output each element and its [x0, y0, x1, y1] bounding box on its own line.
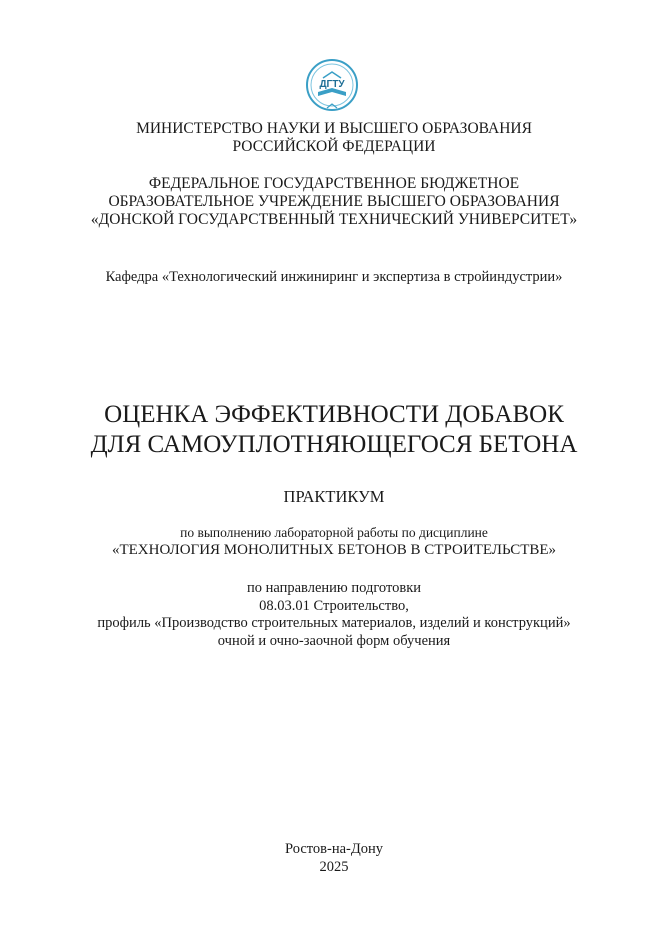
publication-info: [0, 841, 668, 876]
city: Ростов-на-Дону: [285, 841, 383, 857]
ministry-line-1: МИНИСТЕРСТВО НАУКИ И ВЫСШЕГО ОБРАЗОВАНИЯ: [136, 120, 532, 137]
direction-line-4: очной и очно-заочной форм обучения: [217, 632, 451, 649]
direction-line-2: 08.03.01 Строительство,: [259, 597, 409, 614]
discipline-name: «ТЕХНОЛОГИЯ МОНОЛИТНЫХ БЕТОНОВ В СТРОИТЕЛЬСТВЕ»: [111, 542, 557, 558]
document-purpose: [0, 525, 668, 559]
document-type-label: ПРАКТИКУМ: [283, 487, 385, 506]
direction-line-3: профиль «Производство строительных материалов, изделий и конструкций»: [97, 615, 571, 631]
title-line-2: ДЛЯ САМОУПЛОТНЯЮЩЕГОСЯ БЕТОНА: [90, 431, 578, 458]
university-line-2: ОБРАЗОВАТЕЛЬНОЕ УЧРЕЖДЕНИЕ ВЫСШЕГО ОБРАЗОВАНИЯ: [108, 193, 560, 210]
year: 2025: [319, 858, 349, 875]
university-line-3: «ДОНСКОЙ ГОСУДАРСТВЕННЫЙ ТЕХНИЧЕСКИЙ УНИВЕРСИТЕТ»: [90, 211, 578, 228]
emblem-text: ДГТУ: [319, 79, 345, 90]
department-name: [0, 268, 668, 286]
document-title: [0, 400, 668, 460]
direction-line-1: по направлению подготовки: [246, 580, 422, 596]
university-emblem-icon: [305, 58, 359, 116]
document-type: [0, 487, 668, 507]
university-line-1: ФЕДЕРАЛЬНОЕ ГОСУДАРСТВЕННОЕ БЮДЖЕТНОЕ: [148, 175, 520, 192]
ministry-line-2: РОССИЙСКОЙ ФЕДЕРАЦИИ: [232, 138, 436, 155]
title-line-1: ОЦЕНКА ЭФФЕКТИВНОСТИ ДОБАВОК: [104, 401, 564, 428]
purpose-line: по выполнению лабораторной работы по дисциплине: [180, 525, 488, 540]
ministry-heading: [0, 120, 668, 156]
university-heading: [0, 175, 668, 229]
training-direction: [0, 580, 668, 650]
department-line: Кафедра «Технологический инжиниринг и экспертиза в стройиндустрии»: [105, 269, 563, 285]
